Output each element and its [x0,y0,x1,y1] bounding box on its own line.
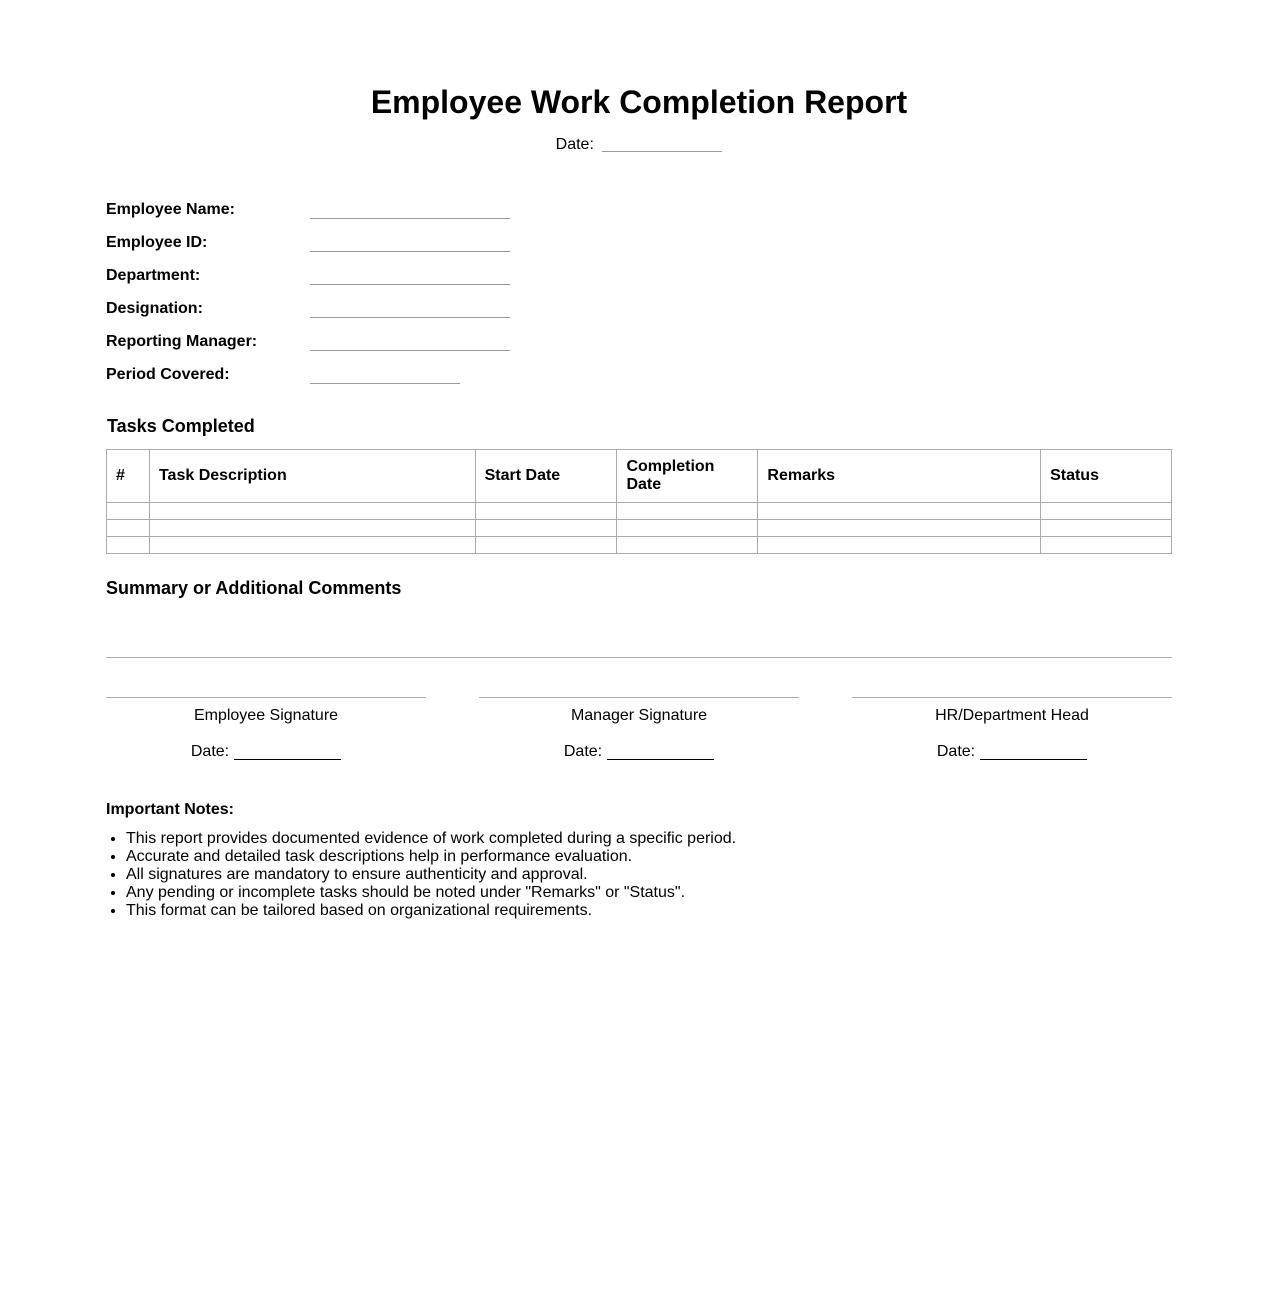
employee-signature-block [106,697,426,762]
field-reporting-manager [106,329,526,362]
table-cell[interactable] [1041,537,1172,554]
date-label: Date: [190,743,230,760]
report-date-blank[interactable] [602,135,722,152]
col-remarks: Remarks [758,450,1041,503]
table-cell[interactable] [107,520,150,537]
table-row [107,537,1172,554]
field-designation [106,296,526,329]
field-label: Designation: [106,300,203,317]
list-item: • This report provides documented evidence of work completed during a specific period. [126,830,1172,848]
col-task-description: Task Description [149,450,475,503]
table-cell[interactable] [107,503,150,520]
table-cell[interactable] [475,503,617,520]
col-status: Status [1041,450,1172,503]
hr-signature-label: HR/Department Head [935,707,1089,724]
table-cell[interactable] [149,537,475,554]
employee-signature-label: Employee Signature [193,707,339,724]
hr-signature-date [852,742,1172,762]
table-cell[interactable] [475,537,617,554]
manager-signature-line[interactable] [479,697,799,698]
col-number: # [107,450,150,503]
table-cell[interactable] [758,520,1041,537]
table-cell[interactable] [475,520,617,537]
summary-heading: Summary or Additional Comments [106,578,402,598]
hr-signature-line[interactable] [852,697,1172,698]
date-label: Date: [563,743,603,760]
table-cell[interactable] [617,503,758,520]
table-cell[interactable] [617,520,758,537]
field-period-covered [106,362,526,395]
list-item: • All signatures are mandatory to ensure authenticity and approval. [126,866,1172,884]
col-start-date: Start Date [475,450,617,503]
report-title: Employee Work Completion Report [370,84,908,120]
employee-details [106,197,526,395]
hr-date-blank[interactable] [980,742,1087,760]
hr-signature-block [852,697,1172,762]
field-employee-name [106,197,526,230]
designation-blank[interactable] [310,317,510,318]
tasks-table [106,449,1172,554]
table-cell[interactable] [1041,503,1172,520]
field-label: Reporting Manager: [106,333,258,350]
table-header-row [107,450,1172,503]
table-cell[interactable] [617,537,758,554]
table-cell[interactable] [107,537,150,554]
table-cell[interactable] [758,537,1041,554]
table-cell[interactable] [758,503,1041,520]
table-cell[interactable] [149,503,475,520]
date-label: Date: [936,743,976,760]
table-row [107,503,1172,520]
report-date [106,135,1172,155]
notes-list [106,830,1172,920]
table-row [107,520,1172,537]
report-date-label: Date: [555,136,594,153]
field-label: Employee Name: [106,201,235,218]
employee-date-blank[interactable] [234,742,341,760]
notes-heading: Important Notes: [106,801,234,818]
table-cell[interactable] [1041,520,1172,537]
summary-comment-line[interactable] [106,657,1172,658]
col-completion-date: Completion Date [617,450,758,503]
field-label: Employee ID: [106,234,208,251]
employee-name-blank[interactable] [310,218,510,219]
manager-date-blank[interactable] [607,742,714,760]
table-cell[interactable] [149,520,475,537]
employee-signature-date [106,742,426,762]
employee-id-blank[interactable] [310,251,510,252]
manager-signature-date [479,742,799,762]
manager-signature-block [479,697,799,762]
list-item: • This format can be tailored based on organizational requirements. [126,902,1172,920]
list-item: • Any pending or incomplete tasks should be noted under "Remarks" or "Status". [126,884,1172,902]
field-department [106,263,526,296]
department-blank[interactable] [310,284,510,285]
employee-signature-line[interactable] [106,697,426,698]
list-item: • Accurate and detailed task descriptions help in performance evaluation. [126,848,1172,866]
field-label: Department: [106,267,201,284]
period-covered-blank[interactable] [310,383,460,384]
tasks-heading: Tasks Completed [107,416,255,436]
reporting-manager-blank[interactable] [310,350,510,351]
manager-signature-label: Manager Signature [570,707,708,724]
field-employee-id [106,230,526,263]
field-label: Period Covered: [106,366,230,383]
